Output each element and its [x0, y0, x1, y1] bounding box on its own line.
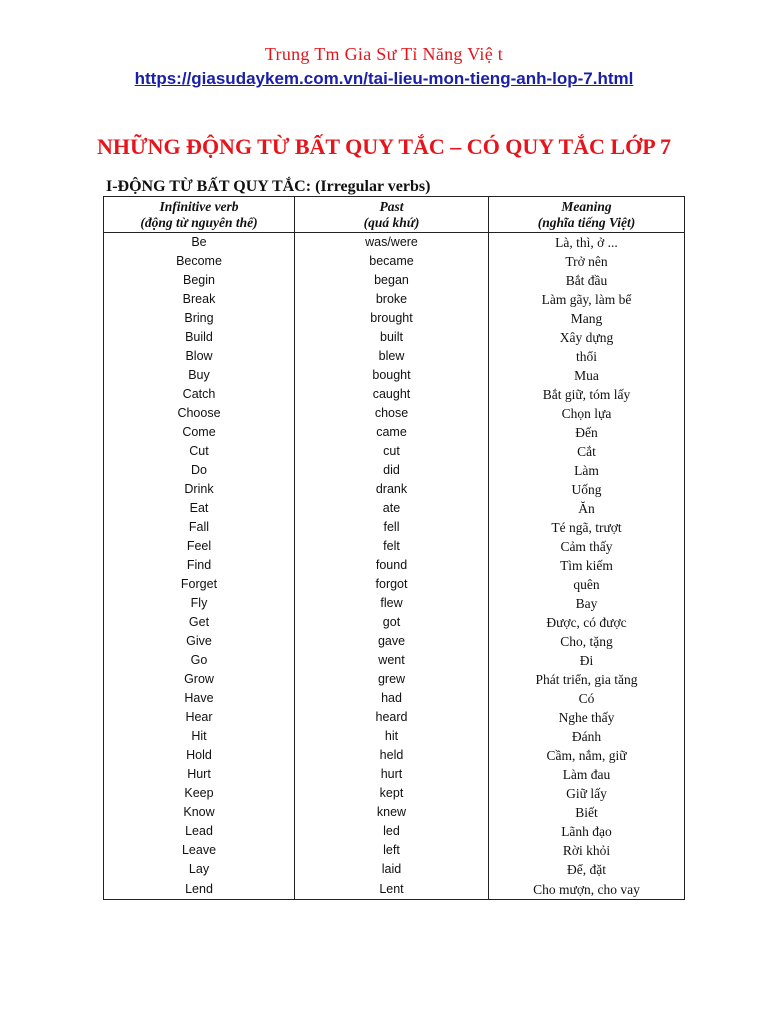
table-row — [104, 784, 685, 803]
past-cell: knew — [295, 803, 489, 822]
past-cell: led — [295, 822, 489, 841]
infinitive-cell: Find — [104, 556, 295, 575]
table-row — [104, 366, 685, 385]
infinitive-cell: Feel — [104, 537, 295, 556]
past-cell: got — [295, 613, 489, 632]
table-row — [104, 442, 685, 461]
infinitive-cell: Know — [104, 803, 295, 822]
header-meaning — [489, 197, 685, 233]
past-cell: bought — [295, 366, 489, 385]
website-link[interactable]: https://giasudaykem.com.vn/tai-lieu-mon-tieng-anh-lop-7.html — [134, 69, 634, 88]
meaning-cell: Đi — [489, 651, 685, 670]
past-cell: became — [295, 252, 489, 271]
past-cell: came — [295, 423, 489, 442]
table-row — [104, 499, 685, 518]
past-cell: forgot — [295, 575, 489, 594]
infinitive-cell: Build — [104, 328, 295, 347]
document-title: NHỮNG ĐỘNG TỪ BẤT QUY TẮC – CÓ QUY TẮC LỚP 7 — [97, 134, 671, 159]
meaning-cell: Đến — [489, 423, 685, 442]
table-row — [104, 689, 685, 708]
past-cell: fell — [295, 518, 489, 537]
infinitive-cell: Go — [104, 651, 295, 670]
infinitive-cell: Cut — [104, 442, 295, 461]
table-header-row — [104, 197, 685, 233]
infinitive-cell: Fly — [104, 594, 295, 613]
infinitive-cell: Lay — [104, 860, 295, 879]
table-row — [104, 404, 685, 423]
past-cell: flew — [295, 594, 489, 613]
table-row — [104, 328, 685, 347]
infinitive-cell: Lead — [104, 822, 295, 841]
past-cell: did — [295, 461, 489, 480]
meaning-cell: Lãnh đạo — [489, 822, 685, 841]
table-row — [104, 594, 685, 613]
header-infinitive — [104, 197, 295, 233]
meaning-cell: Làm đau — [489, 765, 685, 784]
past-cell: built — [295, 328, 489, 347]
table-row — [104, 708, 685, 727]
infinitive-cell: Break — [104, 290, 295, 309]
header-past-label: Past — [379, 199, 404, 214]
meaning-cell: Giữ lấy — [489, 784, 685, 803]
table-row — [104, 803, 685, 822]
meaning-cell: Xây dựng — [489, 328, 685, 347]
table-row — [104, 841, 685, 860]
infinitive-cell: Hear — [104, 708, 295, 727]
table-row — [104, 727, 685, 746]
table-row — [104, 556, 685, 575]
meaning-cell: Trở nên — [489, 252, 685, 271]
infinitive-cell: Buy — [104, 366, 295, 385]
past-cell: ate — [295, 499, 489, 518]
table-row — [104, 670, 685, 689]
infinitive-cell: Begin — [104, 271, 295, 290]
meaning-cell: quên — [489, 575, 685, 594]
infinitive-cell: Do — [104, 461, 295, 480]
meaning-cell: Cầm, nắm, giữ — [489, 746, 685, 765]
header-meaning-label: Meaning — [561, 199, 612, 214]
past-cell: left — [295, 841, 489, 860]
infinitive-cell: Leave — [104, 841, 295, 860]
infinitive-cell: Forget — [104, 575, 295, 594]
header-past — [295, 197, 489, 233]
past-cell: laid — [295, 860, 489, 879]
meaning-cell: Có — [489, 689, 685, 708]
table-row — [104, 651, 685, 670]
table-row — [104, 575, 685, 594]
past-cell: held — [295, 746, 489, 765]
table-row — [104, 233, 685, 253]
past-cell: went — [295, 651, 489, 670]
meaning-cell: Cảm thấy — [489, 537, 685, 556]
meaning-cell: Bay — [489, 594, 685, 613]
meaning-cell: Rời khỏi — [489, 841, 685, 860]
past-cell: chose — [295, 404, 489, 423]
meaning-cell: Đánh — [489, 727, 685, 746]
meaning-cell: Nghe thấy — [489, 708, 685, 727]
center-name: Trung Tm Gia Sư Tỉ Năng Việ t — [264, 44, 504, 64]
header-infinitive-sub: (động từ nguyên thể) — [140, 215, 258, 230]
table-row — [104, 423, 685, 442]
table-row — [104, 613, 685, 632]
section-heading: I-ĐỘNG TỪ BẤT QUY TẮC: (Irregular verbs) — [106, 178, 431, 195]
infinitive-cell: Keep — [104, 784, 295, 803]
meaning-cell: Bắt đầu — [489, 271, 685, 290]
past-cell: hit — [295, 727, 489, 746]
infinitive-cell: Lend — [104, 879, 295, 900]
table-row — [104, 347, 685, 366]
infinitive-cell: Choose — [104, 404, 295, 423]
infinitive-cell: Hit — [104, 727, 295, 746]
table-row — [104, 537, 685, 556]
infinitive-cell: Become — [104, 252, 295, 271]
past-cell: felt — [295, 537, 489, 556]
infinitive-cell: Be — [104, 233, 295, 253]
meaning-cell: thổi — [489, 347, 685, 366]
table-row — [104, 822, 685, 841]
meaning-cell: Làm — [489, 461, 685, 480]
past-cell: drank — [295, 480, 489, 499]
meaning-cell: Làm gãy, làm bể — [489, 290, 685, 309]
infinitive-cell: Get — [104, 613, 295, 632]
table-row — [104, 746, 685, 765]
infinitive-cell: Bring — [104, 309, 295, 328]
past-cell: was/were — [295, 233, 489, 253]
past-cell: found — [295, 556, 489, 575]
meaning-cell: Để, đặt — [489, 860, 685, 879]
table-row — [104, 252, 685, 271]
irregular-verbs-table — [103, 196, 685, 900]
infinitive-cell: Catch — [104, 385, 295, 404]
past-cell: began — [295, 271, 489, 290]
header-infinitive-label: Infinitive verb — [159, 199, 239, 214]
meaning-cell: Là, thì, ở ... — [489, 233, 685, 253]
past-cell: brought — [295, 309, 489, 328]
table-row — [104, 461, 685, 480]
meaning-cell: Cho mượn, cho vay — [489, 879, 685, 900]
infinitive-cell: Drink — [104, 480, 295, 499]
table-row — [104, 385, 685, 404]
past-cell: gave — [295, 632, 489, 651]
infinitive-cell: Grow — [104, 670, 295, 689]
past-cell: kept — [295, 784, 489, 803]
infinitive-cell: Have — [104, 689, 295, 708]
meaning-cell: Phát triển, gia tăng — [489, 670, 685, 689]
header-meaning-sub: (nghĩa tiếng Việt) — [537, 215, 636, 230]
past-cell: broke — [295, 290, 489, 309]
table-row — [104, 765, 685, 784]
header-past-sub: (quá khứ) — [363, 215, 420, 230]
past-cell: heard — [295, 708, 489, 727]
meaning-cell: Chọn lựa — [489, 404, 685, 423]
infinitive-cell: Hurt — [104, 765, 295, 784]
table-row — [104, 518, 685, 537]
infinitive-cell: Eat — [104, 499, 295, 518]
past-cell: caught — [295, 385, 489, 404]
meaning-cell: Té ngã, trượt — [489, 518, 685, 537]
meaning-cell: Cho, tặng — [489, 632, 685, 651]
meaning-cell: Uống — [489, 480, 685, 499]
past-cell: cut — [295, 442, 489, 461]
past-cell: had — [295, 689, 489, 708]
meaning-cell: Mua — [489, 366, 685, 385]
infinitive-cell: Come — [104, 423, 295, 442]
infinitive-cell: Blow — [104, 347, 295, 366]
meaning-cell: Ăn — [489, 499, 685, 518]
meaning-cell: Mang — [489, 309, 685, 328]
meaning-cell: Được, có được — [489, 613, 685, 632]
table-row — [104, 290, 685, 309]
meaning-cell: Tìm kiếm — [489, 556, 685, 575]
meaning-cell: Cắt — [489, 442, 685, 461]
meaning-cell: Biết — [489, 803, 685, 822]
past-cell: Lent — [295, 879, 489, 900]
table-body — [104, 233, 685, 900]
table-row — [104, 309, 685, 328]
table-row — [104, 632, 685, 651]
table-row — [104, 860, 685, 879]
past-cell: blew — [295, 347, 489, 366]
past-cell: hurt — [295, 765, 489, 784]
table-row — [104, 480, 685, 499]
meaning-cell: Bắt giữ, tóm lấy — [489, 385, 685, 404]
infinitive-cell: Hold — [104, 746, 295, 765]
infinitive-cell: Fall — [104, 518, 295, 537]
table-row — [104, 271, 685, 290]
infinitive-cell: Give — [104, 632, 295, 651]
past-cell: grew — [295, 670, 489, 689]
table-row — [104, 879, 685, 900]
